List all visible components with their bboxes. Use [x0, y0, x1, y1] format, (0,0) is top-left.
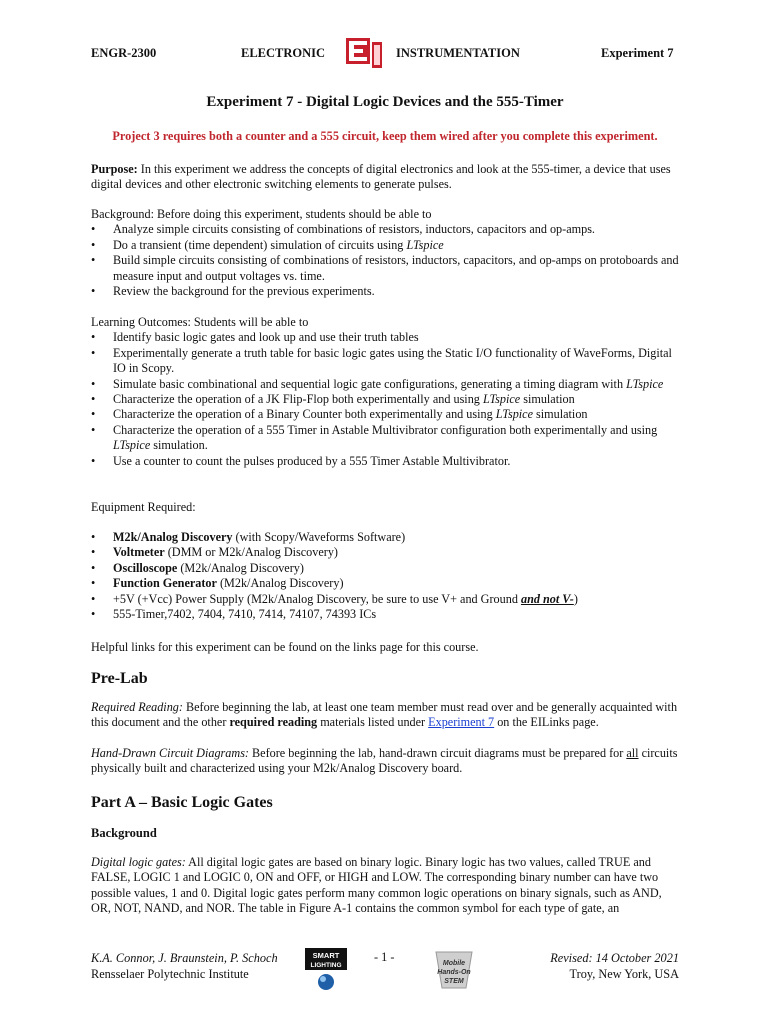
header-left-word: ELECTRONIC — [241, 46, 326, 60]
equipment-intro: Equipment Required: — [91, 500, 196, 514]
ei-logo — [343, 36, 387, 70]
list-item: • Review the background for the previous experiments. — [91, 284, 681, 299]
smart-lighting-line2: LIGHTING — [310, 962, 342, 969]
outcomes-intro: Learning Outcomes: Students will be able to — [91, 315, 309, 329]
background-section — [91, 207, 681, 299]
list-item: • Oscilloscope (M2k/Analog Discovery) — [91, 561, 681, 576]
outcomes-list — [91, 330, 681, 469]
list-item: • Identify basic logic gates and look up and use their truth tables — [91, 330, 681, 345]
background-list — [91, 222, 681, 299]
purpose-label: Purpose: — [91, 162, 138, 176]
required-reading-paragraph: Required Reading: Before beginning the lab, at least one team member must read over and be generally acquainted with this document and the other required reading materials listed under Experiment 7 on the EILinks page. — [91, 700, 678, 730]
smart-lighting-logo — [305, 948, 347, 996]
mobile-stem-line3: STEM — [444, 978, 464, 985]
logic-gates-paragraph: Digital logic gates: All digital logic gates are based on binary logic. Binary logic has two values, called TRUE and FALSE, LOGIC 1 and LOGIC 0, ON and OFF, or HIGH and LOW. The corresponding binary number can have two possible values, 1 and 0. Digital logic gates perform many common logic operations on binary signals, such as AND, OR, NOT, NAND, and NOR. The table in Figure A-1 contains the common symbol for each type of gate, an — [91, 855, 662, 916]
footer-left — [91, 950, 278, 982]
list-item: • Voltmeter (DMM or M2k/Analog Discovery) — [91, 545, 681, 560]
footer-authors: K.A. Connor, J. Braunstein, P. Schoch — [91, 951, 278, 965]
footer-right — [550, 950, 679, 982]
list-item: • Experimentally generate a truth table for basic logic gates using the Static I/O functionality of WaveForms, Digital IO in Scopy. — [91, 346, 681, 377]
list-item: • Characterize the operation of a Binary Counter both experimentally and using LTspice simulation — [91, 407, 681, 422]
purpose-text: In this experiment we address the concepts of digital electronics and look at the 555-timer, a device that uses digital devices and other electronic switching elements to generate pulses. — [91, 162, 671, 192]
header-experiment: Experiment 7 — [601, 46, 674, 60]
list-item: • Do a transient (time dependent) simulation of circuits using LTspice — [91, 238, 681, 253]
outcomes-section — [91, 315, 681, 469]
list-item: • Use a counter to count the pulses produced by a 555 Timer Astable Multivibrator. — [91, 454, 681, 469]
part-a-heading: Part A – Basic Logic Gates — [91, 794, 273, 811]
list-item: • 555-Timer,7402, 7404, 7410, 7414, 74107, 74393 ICs — [91, 607, 681, 622]
list-item: • Build simple circuits consisting of combinations of resistors, inductors, capacitors, and op-amps on protoboards and measure input and output voltages vs. time. — [91, 253, 681, 284]
list-item: • Function Generator (M2k/Analog Discovery) — [91, 576, 681, 591]
list-item: • Simulate basic combinational and sequential logic gate configurations, generating a timing diagram with LTspice — [91, 377, 681, 392]
list-item: • Characterize the operation of a JK Flip-Flop both experimentally and using LTspice simulation — [91, 392, 681, 407]
mobile-stem-line1: Mobile — [442, 960, 466, 967]
list-item: • Characterize the operation of a 555 Timer in Astable Multivibrator configuration both experimentally and using LTspice simulation. — [91, 423, 681, 454]
list-item: • M2k/Analog Discovery (with Scopy/Waveforms Software) — [91, 530, 681, 545]
header-right-word: INSTRUMENTATION — [396, 46, 520, 60]
footer-revised: Revised: 14 October 2021 — [550, 951, 679, 965]
part-a-subheading: Background — [91, 826, 157, 840]
mobile-stem-line2: Hands-On — [437, 969, 471, 976]
equipment-section — [91, 530, 681, 622]
experiment-7-link[interactable]: Experiment 7 — [428, 715, 495, 730]
footer-location: Troy, New York, USA — [569, 967, 679, 981]
purpose-paragraph — [91, 162, 681, 193]
footer-institution: Rensselaer Polytechnic Institute — [91, 967, 249, 981]
prelab-heading: Pre-Lab — [91, 670, 148, 687]
helpful-links-text: Helpful links for this experiment can be found on the links page for this course. — [91, 640, 479, 654]
header-course: ENGR-2300 — [91, 46, 157, 60]
list-item: • Analyze simple circuits consisting of combinations of resistors, inductors, capacitors and op-amps. — [91, 222, 681, 237]
project-warning: Project 3 requires both a counter and a 555 circuit, keep them wired after you complete this experiment. — [112, 129, 658, 143]
page-title: Experiment 7 - Digital Logic Devices and the 555-Timer — [206, 94, 564, 110]
background-intro: Background: Before doing this experiment, students should be able to — [91, 207, 432, 221]
circuit-diagrams-paragraph: Hand-Drawn Circuit Diagrams: Before beginning the lab, hand-drawn circuit diagrams must be prepared for all circuits physically built and characterized using your M2k/Analog Discovery board. — [91, 746, 678, 776]
equipment-list — [91, 530, 681, 622]
mobile-stem-logo — [430, 948, 478, 996]
smart-lighting-line1: SMART — [312, 951, 340, 960]
page-number: - 1 - — [374, 950, 395, 964]
list-item: • +5V (+Vcc) Power Supply (M2k/Analog Discovery, be sure to use V+ and Ground and not V-) — [91, 592, 681, 607]
